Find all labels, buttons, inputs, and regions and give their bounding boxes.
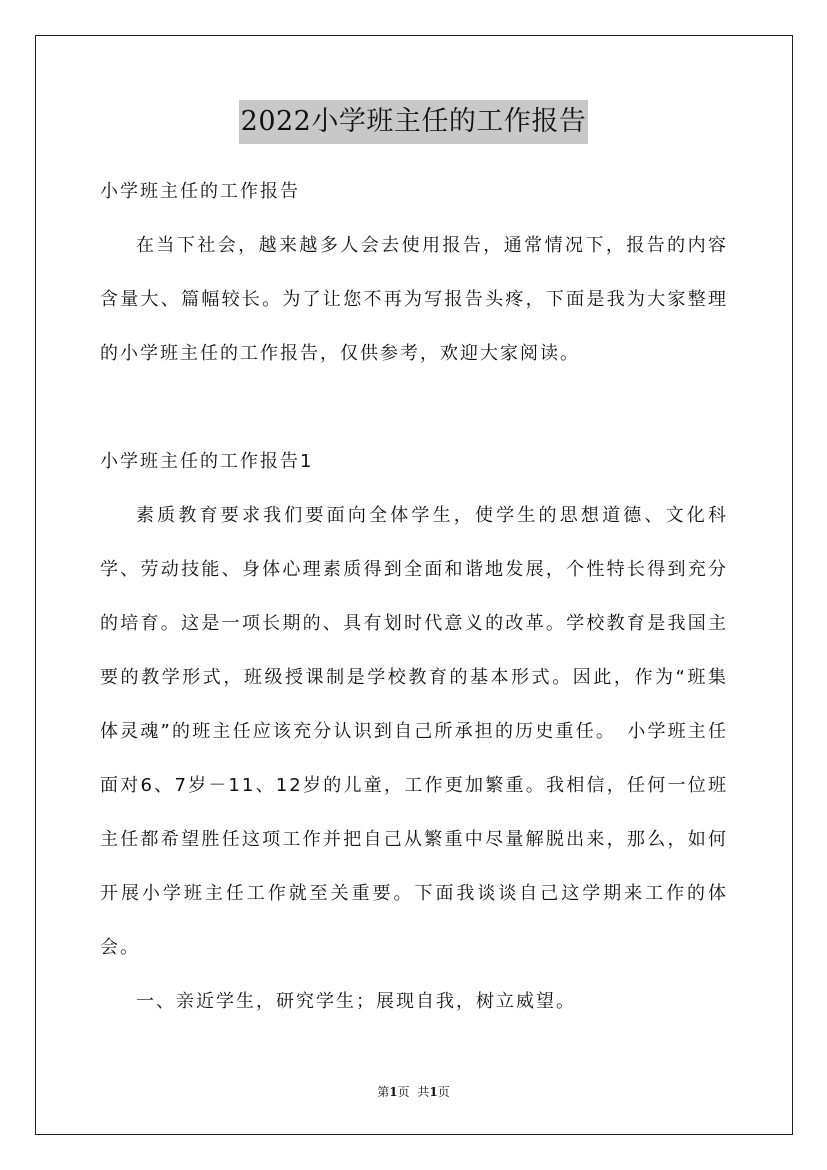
intro-paragraph: 在当下社会，越来越多人会去使用报告，通常情况下，报告的内容含量大、篇幅较长。为了让您不再为写报告头疼，下面是我为大家整理的小学班主任的工作报告，仅供参考，欢迎大家阅读。 — [100, 235, 728, 364]
footer-page-number: 1 — [389, 1085, 398, 1099]
footer-total-prefix: 共 — [417, 1085, 430, 1099]
footer-page-suffix: 页 — [397, 1085, 410, 1099]
subtitle: 小学班主任的工作报告 — [100, 181, 300, 202]
document-body — [100, 165, 728, 1029]
point-one: 一、亲近学生，研究学生；展现自我，树立威望。 — [136, 991, 576, 1012]
paragraph-spacer — [100, 381, 728, 435]
document-title: 2022小学班主任的工作报告 — [239, 100, 589, 144]
page-footer — [0, 1083, 827, 1100]
footer-total-pages: 1 — [429, 1085, 438, 1099]
footer-page-prefix: 第 — [377, 1085, 390, 1099]
footer-total-suffix: 页 — [437, 1085, 450, 1099]
section-heading: 小学班主任的工作报告1 — [100, 451, 314, 472]
title-wrap — [0, 100, 827, 144]
body-paragraph: 素质教育要求我们要面向全体学生，使学生的思想道德、文化科学、劳动技能、身体心理素质得到全面和谐地发展，个性特长得到充分的培育。这是一项长期的、具有划时代意义的改革。学校教育是我国主要的教学形式，班级授课制是学校教育的基本形式。因此，作为“班集体灵魂”的班主任应该充分认识到自己所承担的历史重任。 小学班主任面对6、7岁－11、12岁的儿童，工作更加繁重。我相信，任何一位班主任都希望胜任这项工作并把自己从繁重中尽量解脱出来，那么，如何开展小学班主任工作就至关重要。下面我谈谈自己这学期来工作的体会。 — [100, 505, 728, 958]
